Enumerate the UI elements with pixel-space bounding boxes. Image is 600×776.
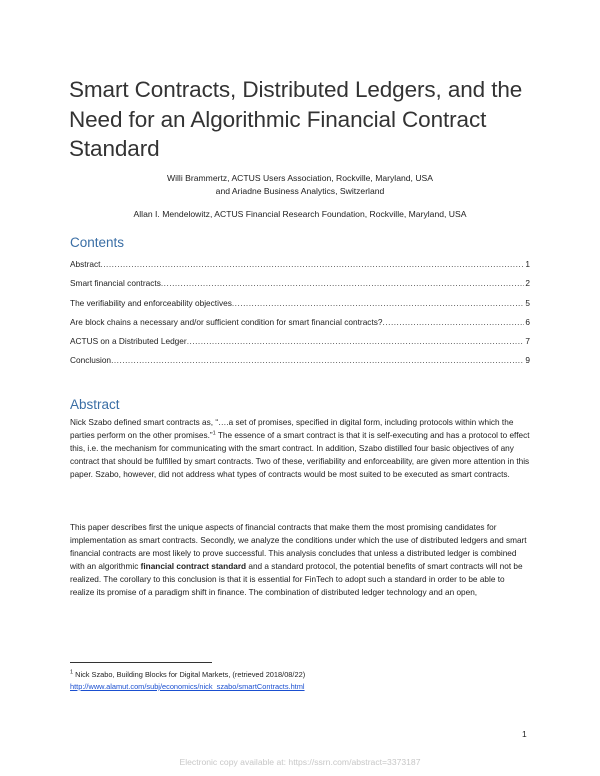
toc-entry-page: 7 [525,336,530,347]
paper-title: Smart Contracts, Distributed Ledgers, and the Need for an Algorithmic Financial Contract Standard [69,77,523,161]
contents-heading: Contents [70,235,125,250]
toc-entry-verifiability[interactable] [70,294,530,313]
toc-entry-actus-ledger[interactable] [70,332,530,351]
abstract-text: Nick Szabo defined smart contracts as, “….a set of promises, specified in digital form, including protocols within which the parties perform on the other promises.” [70,418,514,440]
toc-leader-dots [232,294,525,313]
table-of-contents [70,255,530,371]
toc-entry-label: The verifiability and enforceability objectives [70,297,232,308]
toc-entry-page: 1 [525,259,530,269]
toc-leader-dots [187,332,525,351]
toc-leader-dots [111,351,524,370]
toc-entry-abstract[interactable] [70,255,530,274]
abstract-paragraph-2 [70,522,530,599]
toc-entry-label: Abstract [70,259,101,269]
abstract-heading: Abstract [70,397,120,412]
author-line-2: and Ariadne Business Analytics, Switzerland [215,186,385,196]
page-number: 1 [522,729,527,739]
emphasized-term: financial contract standard [140,561,247,571]
toc-entry-label: Are block chains a necessary and/or sufficient condition for smart financial contracts? [70,316,383,327]
footnote-reference[interactable]: 1 [212,430,216,437]
abstract-text: and a standard protocol, the potential benefits of smart contracts will not be realized. The corollary to this conclusion is that it is essential for FinTech to adopt such a standard in order to be able to realize its promise of a paradigm shift in finance. The combination of distributed ledger technology and an open, [70,561,523,597]
footnote-marker: 1 [70,669,74,676]
toc-entry-label: Conclusion [70,355,112,366]
author-line-3: Allan I. Mendelowitz, ACTUS Financial Research Foundation, Rockville, Maryland, USA [133,209,467,219]
toc-entry-block-chains[interactable] [70,313,530,332]
toc-entry-page: 2 [525,278,530,289]
toc-entry-smart-financial-contracts[interactable] [70,274,530,293]
author-line-1: Willi Brammertz, ACTUS Users Association, Rockville, Maryland, USA [167,173,433,183]
toc-leader-dots [161,274,525,293]
footnote-link[interactable]: http://www.alamut.com/subj/economics/nick_szabo/smartContracts.html [70,682,305,691]
toc-leader-dots [100,255,524,274]
toc-entry-page: 9 [525,355,530,366]
toc-leader-dots [383,313,525,332]
ssrn-watermark: Electronic copy available at: https://ssrn.com/abstract=3373187 [179,757,421,767]
toc-entry-page: 6 [525,316,530,327]
abstract-text: This paper describes first the unique aspects of financial contracts that make them the most promising candidates for implementation as smart contracts. Secondly, we analyze the conditions under which the use of distributed ledgers and smart financial contracts are most likely to prove successful. This analysis concludes that unless a distributed ledger is combined with an algorithmic [70,523,527,571]
abstract-text: The essence of a smart contract is that it is self-executing and has a protocol to effect this, i.e. the mechanism for communicating with the smart contract. In addition, Szabo distilled four basic objectives of any contract that should be fulfilled by smart contracts. Two of these, verifiability and enforceability, are given more attention in this paper. Szabo, however, did not address what types of contracts would be most suited to be executed as smart contracts. [70,430,530,479]
footnote-text: Nick Szabo, Building Blocks for Digital Markets, (retrieved 2018/08/22) [73,670,306,679]
footnote [70,669,305,693]
toc-entry-label: Smart financial contracts [70,278,161,289]
toc-entry-page: 5 [525,297,530,308]
abstract-paragraph-1 [70,417,530,482]
toc-entry-conclusion[interactable] [70,351,530,370]
footnote-divider [70,662,212,663]
toc-entry-label: ACTUS on a Distributed Ledger [70,336,187,347]
